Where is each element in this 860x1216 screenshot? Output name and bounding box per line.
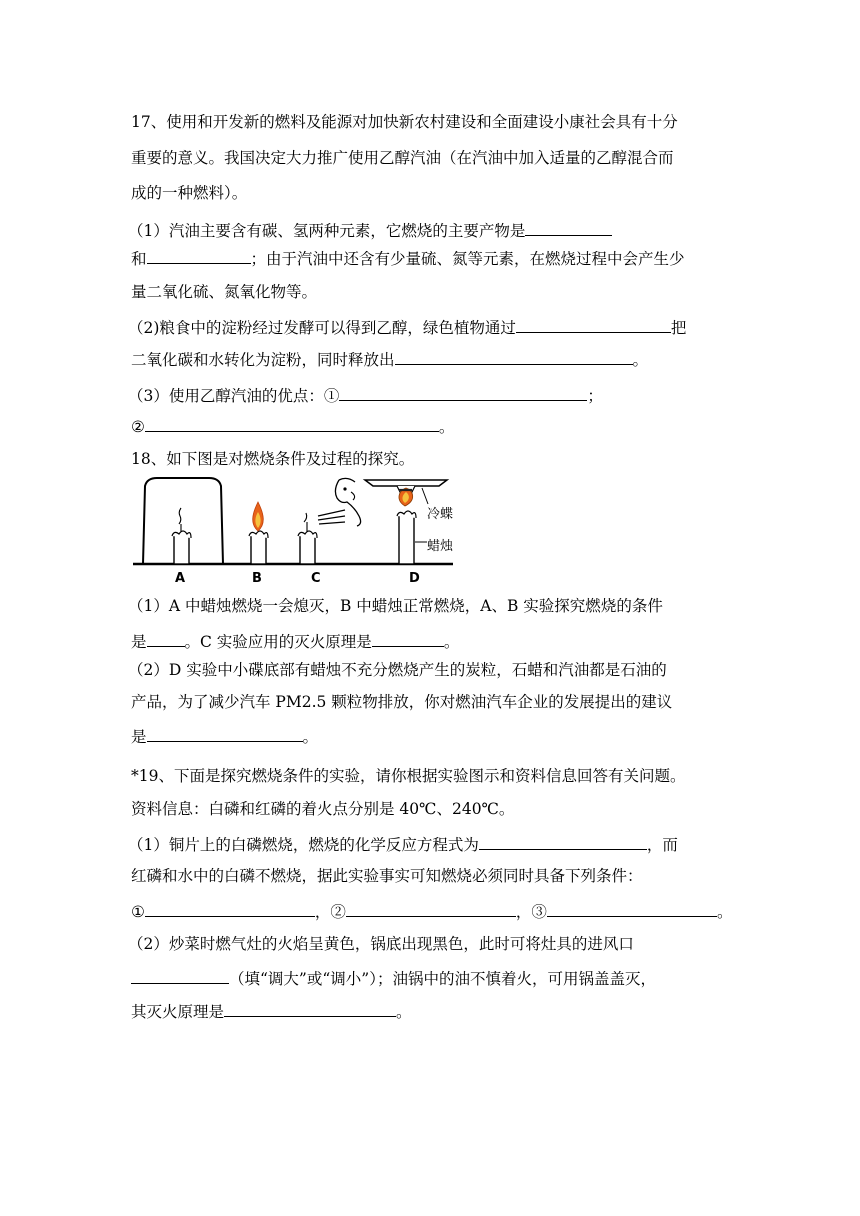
q17-part1-line3: 量二氧化硫、氮氧化物等。 <box>131 283 318 301</box>
q17-part1-line1 <box>128 219 612 241</box>
q17-part2-text: （2)粮食中的淀粉经过发酵可以得到乙醇，绿色植物通过 <box>128 319 516 337</box>
label-c: C <box>311 571 321 586</box>
q18-part2-end: 。 <box>302 728 319 746</box>
q19-part2-line3 <box>131 1000 412 1022</box>
q17-part2-line1 <box>128 316 686 338</box>
answer-blank[interactable] <box>525 219 612 236</box>
q17-part2-text-3: 二氧化碳和水转化为淀粉，同时释放出 <box>131 351 395 369</box>
q17-line-2: 重要的意义。我国决定大力推广使用乙醇汽油（在汽油中加入适量的乙醇混合而 <box>131 149 674 167</box>
q17-part3-marker: ② <box>131 418 145 436</box>
answer-blank[interactable] <box>346 900 516 917</box>
q17-part3-line1 <box>128 384 603 406</box>
label-d: D <box>409 571 420 586</box>
answer-blank[interactable] <box>145 415 439 432</box>
q18-part2-line3 <box>131 725 318 747</box>
q18-part2-line1: （2）D 实验中小碟底部有蜡烛不充分燃烧产生的炭粒，石蜡和汽油都是石油的 <box>128 661 667 679</box>
answer-blank[interactable] <box>147 630 185 647</box>
q19-part1-text-2: ，而 <box>646 836 678 854</box>
q19-part2-text: （填“调大”或“调小”）；油锅中的油不慎着火，可用锅盖盖灭， <box>229 970 656 988</box>
q17-part2-line2 <box>131 348 648 370</box>
blow-lines <box>318 510 345 524</box>
q18-part2-line2: 产品，为了减少汽车 PM2.5 颗粒物排放，你对燃油汽车企业的发展提出的建议 <box>131 693 673 711</box>
conditions-end: 。 <box>716 903 733 921</box>
q18-part1-text-2: 。C 实验应用的灭火原理是 <box>184 633 372 651</box>
q19-part2-line1: （2）炒菜时燃气灶的火焰呈黄色，锅底出现黑色，此时可将灶具的进风口 <box>128 935 634 953</box>
q19-conditions-line <box>131 900 732 922</box>
q19-part2-end: 。 <box>396 1003 412 1021</box>
q18-part2-text: 是 <box>131 728 147 746</box>
q17-part3-end: 。 <box>438 418 455 436</box>
q19-part2-line2 <box>131 967 656 989</box>
q18-part1-end: 。 <box>443 633 460 651</box>
q18-part1-text: 是 <box>131 633 147 651</box>
q17-part1-and: 和 <box>131 250 147 268</box>
q17-part1-line2 <box>131 247 685 269</box>
condition-3-marker: ，③ <box>515 903 547 921</box>
label-b: B <box>252 571 262 586</box>
label-a: A <box>175 571 186 586</box>
candle-b <box>249 502 268 564</box>
dish-label-leader <box>422 488 428 504</box>
answer-blank[interactable] <box>145 900 315 917</box>
answer-blank[interactable] <box>372 630 444 647</box>
combustion-experiment-figure <box>133 472 463 594</box>
cold-dish <box>365 480 447 486</box>
condition-2-marker: ，② <box>314 903 346 921</box>
answer-blank[interactable] <box>339 384 587 401</box>
q17-line-1: 17、使用和开发新的燃料及能源对加快新农村建设和全面建设小康社会具有十分 <box>131 113 678 131</box>
combustion-experiment-illustration <box>133 472 463 590</box>
q17-part1-text-2: ；由于汽油中还含有少量硫、氮等元素，在燃烧过程中会产生少 <box>250 250 685 268</box>
answer-blank[interactable] <box>131 967 229 984</box>
q18-part1-line2 <box>131 630 459 652</box>
answer-blank[interactable] <box>516 316 671 333</box>
q17-part2-text-2: 把 <box>670 319 687 337</box>
candle-c <box>298 478 361 564</box>
q17-part2-end: 。 <box>632 351 649 369</box>
q17-line-3: 成的一种燃料）。 <box>131 184 248 202</box>
condition-1-marker: ① <box>131 903 145 921</box>
q17-part1-text: （1）汽油主要含有碳、氢两种元素，它燃烧的主要产物是 <box>128 222 526 240</box>
q19-part1-text: （1）铜片上的白磷燃烧，燃烧的化学反应方程式为 <box>128 836 479 854</box>
q17-part3-text: （3）使用乙醇汽油的优点：① <box>128 387 340 405</box>
candle-label: 蜡烛 <box>427 539 454 554</box>
q17-part3-line2 <box>131 415 454 437</box>
q19-line-1: *19、下面是探究燃烧条件的实验，请你根据实验图示和资料信息回答有关问题。 <box>131 767 686 785</box>
answer-blank[interactable] <box>395 348 633 365</box>
answer-blank[interactable] <box>547 900 717 917</box>
q18-part1-line1: （1）A 中蜡烛燃烧一会熄灭，B 中蜡烛正常燃烧，A、B 实验探究燃烧的条件 <box>128 597 663 615</box>
face-icon <box>335 478 360 526</box>
answer-blank[interactable] <box>224 1000 396 1017</box>
q19-part1-line1 <box>128 833 678 855</box>
candle-a <box>172 508 191 564</box>
q19-part2-text-2: 其灭火原理是 <box>131 1003 225 1021</box>
q19-line-2: 资料信息：白磷和红磷的着火点分别是 40℃、240℃。 <box>131 800 515 818</box>
q17-part3-text-2: ； <box>587 387 603 405</box>
answer-blank[interactable] <box>147 247 251 264</box>
answer-blank[interactable] <box>147 725 303 742</box>
answer-blank[interactable] <box>479 833 647 850</box>
cold-dish-label: 冷蝶 <box>427 507 454 522</box>
q18-title: 18、如下图是对燃烧条件及过程的探究。 <box>131 450 415 468</box>
q19-part1-line2: 红磷和水中的白磷不燃烧，据此实验事实可知燃烧必须同时具备下列条件： <box>131 867 643 885</box>
